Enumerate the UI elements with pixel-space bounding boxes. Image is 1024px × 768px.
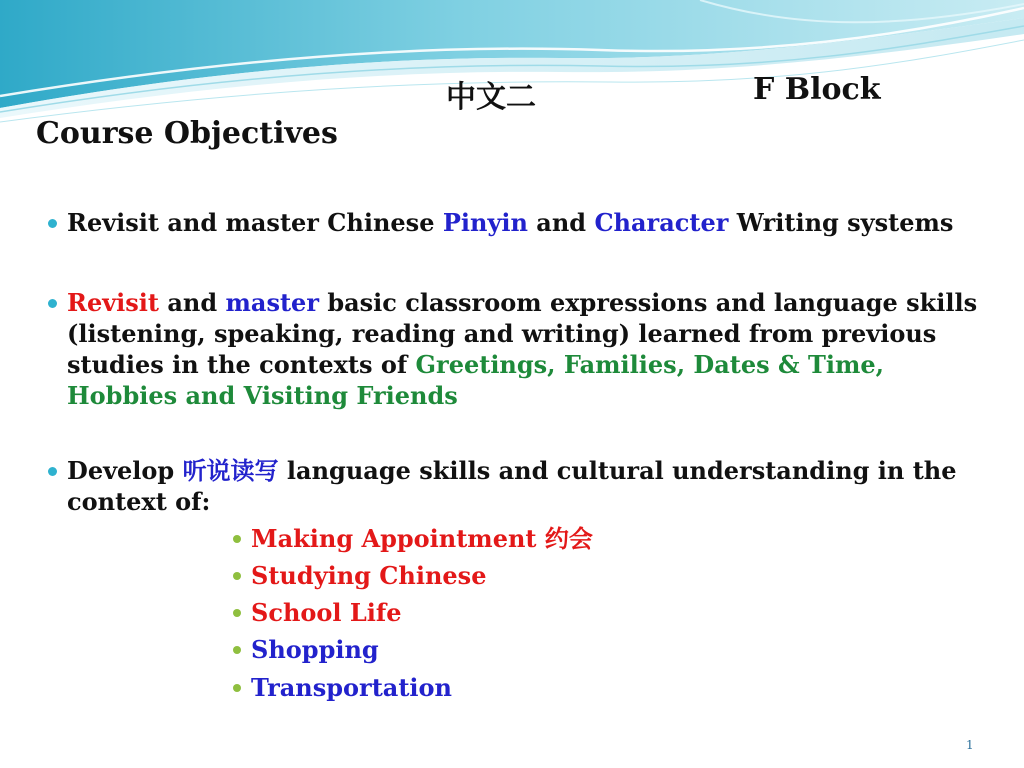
course-name: 中文二 — [446, 80, 536, 115]
topic-item: Making Appointment 约会 — [251, 523, 593, 554]
sub-bullet-dot-icon — [233, 535, 241, 543]
bullet-dot-icon — [48, 467, 57, 476]
objective-item: Develop 听说读写 language skills and cultural understanding in the context of: — [67, 455, 982, 517]
block-name: F Block — [753, 72, 881, 107]
topic-item: School Life — [251, 597, 401, 628]
sub-bullet-dot-icon — [233, 572, 241, 580]
sub-bullet-dot-icon — [233, 609, 241, 617]
bullet-dot-icon — [48, 219, 57, 228]
sub-bullet-dot-icon — [233, 684, 241, 692]
bullet-dot-icon — [48, 299, 57, 308]
objective-item: Revisit and master Chinese Pinyin and Character Writing systems — [67, 207, 982, 238]
sub-bullet-dot-icon — [233, 646, 241, 654]
topic-item: Transportation — [251, 672, 452, 703]
page-number: 1 — [966, 738, 974, 752]
objective-item: Revisit and master basic classroom expressions and language skills (listening, speaking, reading and writing) learned from previous studies in the contexts of Greetings, Families, Dates & Time, Hobbies and Visiting Friends — [67, 287, 982, 411]
topic-item: Shopping — [251, 634, 379, 665]
topic-item: Studying Chinese — [251, 560, 486, 591]
page-title: Course Objectives — [36, 116, 338, 151]
slide-header — [446, 72, 906, 115]
